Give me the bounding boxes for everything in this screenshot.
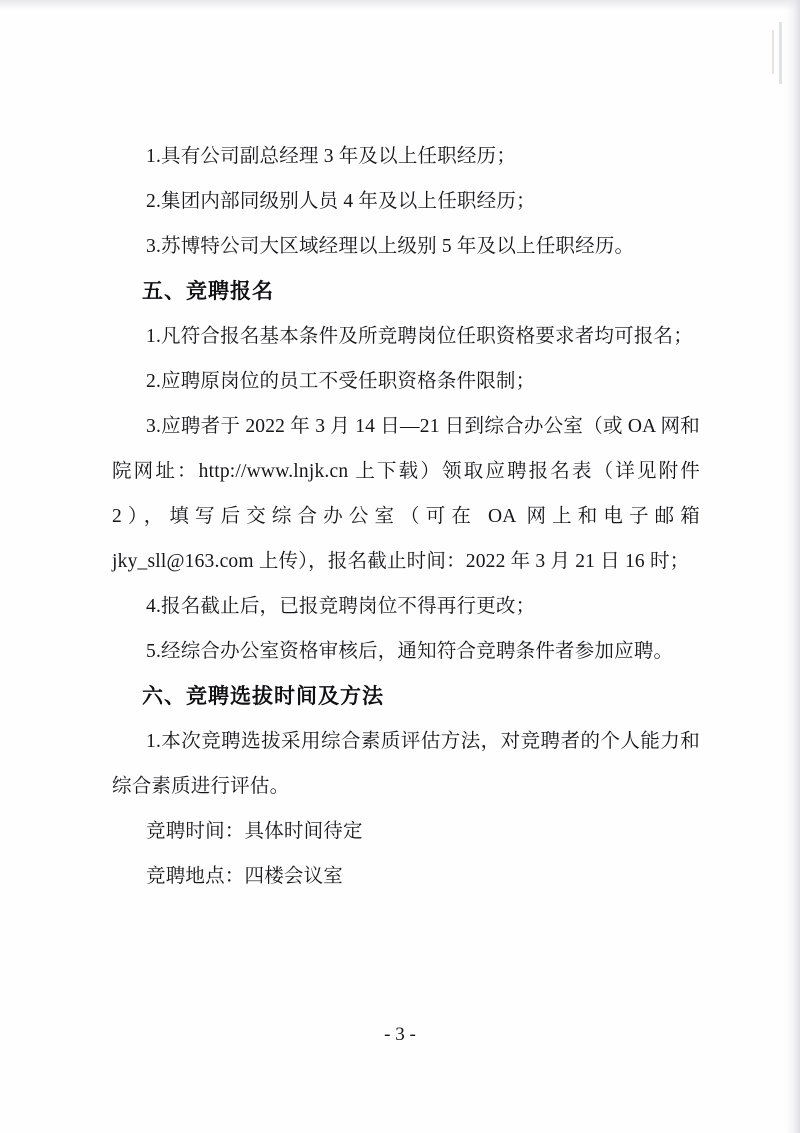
page-number: - 3 -: [384, 1024, 416, 1045]
document-text-body: [112, 134, 700, 899]
selection-time: 竞聘时间：具体时间待定: [146, 821, 363, 842]
selection-item-1: 1.本次竞聘选拔采用综合素质评估方法，对竞聘者的个人能力和综合素质进行评估。: [112, 731, 700, 797]
requirement-item-3: 3.苏博特公司大区域经理以上级别 5 年及以上任职经历。: [146, 236, 635, 257]
scan-artifact-streak: [779, 22, 782, 84]
section-heading-six: 六、竞聘选拔时间及方法: [142, 685, 384, 708]
scan-artifact-right: [786, 0, 800, 1133]
signup-item-2: 2.应聘原岗位的员工不受任职资格条件限制；: [146, 371, 536, 392]
signup-item-4: 4.报名截止后，已报竞聘岗位不得再行更改；: [146, 596, 536, 617]
section-heading-five: 五、竞聘报名: [142, 280, 274, 303]
signup-item-1: 1.凡符合报名基本条件及所竞聘岗位任职资格要求者均可报名；: [146, 326, 693, 347]
requirement-item-1: 1.具有公司副总经理 3 年及以上任职经历；: [146, 146, 517, 167]
signup-item-5: 5.经综合办公室资格审核后，通知符合竞聘条件者参加应聘。: [146, 641, 674, 662]
signup-item-3: 3.应聘者于 2022 年 3 月 14 日—21 日到综合办公室（或 OA 网和院网址：http://www.lnjk.cn 上下载）领取应聘报名表（详见附件 2），填写后交综合办公室（可在 OA 网上和电子邮箱 jky_sll@163.com 上传），报名截止时间：2022 年 3 月 21 日 16 时；: [112, 416, 700, 572]
scan-artifact-top: [0, 0, 800, 10]
selection-place: 竞聘地点：四楼会议室: [146, 866, 344, 887]
requirement-item-2: 2.集团内部同级别人员 4 年及以上任职经历；: [146, 191, 536, 212]
scan-artifact-streak-secondary: [772, 30, 774, 74]
